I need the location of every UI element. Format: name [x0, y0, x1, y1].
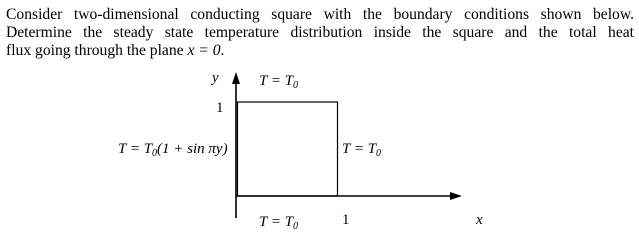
right-bc-subscript: 0	[376, 148, 382, 159]
right-bc-lhs: T = T	[342, 141, 377, 157]
left-boundary-condition	[118, 141, 228, 162]
top-bc-lhs: T = T	[259, 73, 294, 89]
bottom-bc-lhs: T = T	[259, 214, 294, 230]
top-boundary-condition	[259, 73, 298, 94]
x-axis-label: x	[476, 212, 483, 228]
right-boundary-condition	[342, 141, 381, 162]
left-bc-rhs: (1 + sin πy)	[157, 141, 228, 157]
problem-line-3-prefix: flux going through the plane	[6, 42, 188, 59]
left-bc-subscript: 0	[152, 148, 158, 159]
top-bc-subscript: 0	[293, 80, 299, 91]
x-tick-label: 1	[342, 212, 350, 228]
left-bc-lhs: T = T	[118, 141, 153, 157]
plane-equation: x = 0	[187, 42, 221, 59]
y-axis-label: y	[212, 70, 219, 86]
bottom-bc-subscript: 0	[293, 221, 299, 232]
square-domain	[238, 102, 338, 196]
problem-line-2: Determine the steady state temperature distribution inside the square and the total heat	[6, 24, 634, 41]
problem-line-3-suffix: .	[220, 42, 225, 59]
x-axis-arrowhead-icon	[450, 192, 462, 200]
y-tick-label: 1	[216, 100, 224, 116]
y-axis-arrowhead-icon	[232, 72, 240, 84]
problem-line-1: Consider two-dimensional conducting square with the boundary conditions shown below.	[6, 6, 634, 23]
bottom-boundary-condition	[259, 214, 298, 235]
